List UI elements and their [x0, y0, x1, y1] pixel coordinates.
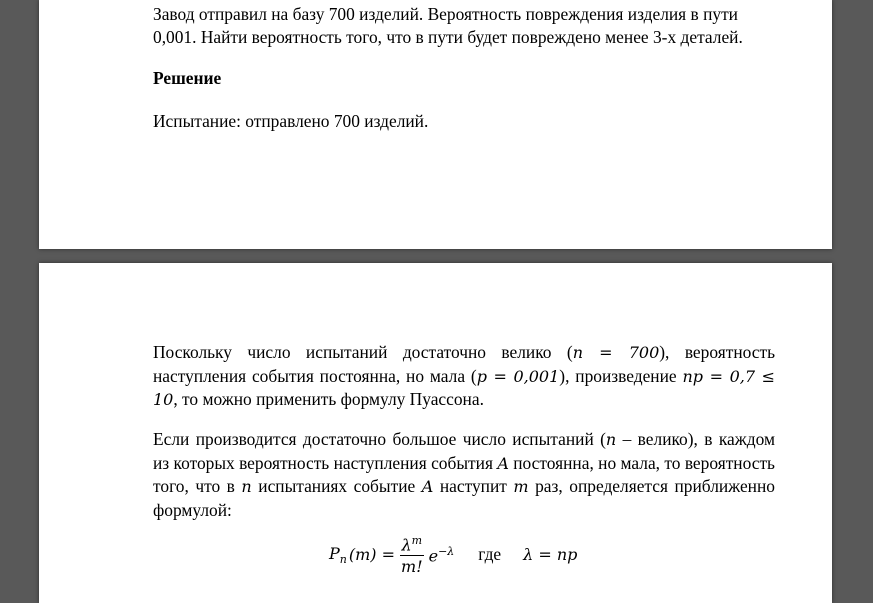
poisson-definition-paragraph: [153, 428, 775, 521]
poisson-justification-paragraph: [153, 341, 775, 412]
text-span: Поскольку число испытаний достаточно велико (: [153, 342, 573, 362]
text-span: наступит: [433, 476, 514, 496]
solution-heading: Решение: [153, 68, 222, 88]
math-m: m: [513, 477, 529, 496]
formula-sub-n: n: [339, 552, 347, 566]
formula-arg: (m) =: [348, 545, 396, 565]
text-span: – велико), в каждом из которых вероятность наступления события: [153, 429, 775, 473]
formula-fraction: [399, 531, 425, 578]
problem-line-1: Завод отправил на базу 700 изделий. Вероятность повреждения изделия в пути: [153, 4, 738, 24]
math-np-value: np = 0,7 ≤ 10: [153, 366, 776, 409]
text-span: Если производится достаточно большое число испытаний (: [153, 429, 606, 449]
document-page-2: [39, 263, 832, 603]
text-span: ), вероятность наступления события постоянна, но мала (: [153, 342, 775, 386]
lambda-definition: λ = np: [523, 545, 578, 565]
formula-lhs: [329, 544, 347, 566]
math-n: n: [241, 477, 252, 496]
exp-base: e: [428, 545, 439, 565]
formula-P: P: [329, 543, 340, 563]
trial-text: Испытание: отправлено 700 изделий.: [153, 111, 429, 131]
exp-exponent: −λ: [438, 544, 455, 558]
exp-term: [429, 545, 455, 565]
where-word: где: [478, 544, 502, 565]
text-span: постоянна, но мала, то вероятность того, что в: [153, 452, 775, 496]
text-span: ), произведение: [559, 365, 683, 386]
problem-line-2: 0,001. Найти вероятность того, что в пути будет повреждено менее 3-х деталей.: [153, 26, 743, 47]
math-p-value: p = 0,001: [476, 366, 560, 386]
poisson-formula: [329, 531, 577, 578]
math-A: A: [421, 477, 434, 496]
fraction-denominator: m!: [401, 557, 423, 577]
math-n-value: n = 700: [572, 343, 660, 362]
document-page-1: [39, 0, 832, 249]
text-span: , то можно применить формулу Пуассона.: [173, 389, 484, 409]
text-span: испытаниях событие: [251, 476, 422, 496]
text-span: раз, определяется приближенно формулой:: [153, 476, 775, 520]
math-n: n: [605, 430, 617, 449]
lambda-symbol: λ: [401, 535, 412, 555]
math-A: A: [497, 453, 509, 473]
problem-statement: [153, 3, 775, 48]
numerator-exponent: m: [411, 534, 423, 547]
fraction-numerator: [400, 531, 425, 556]
